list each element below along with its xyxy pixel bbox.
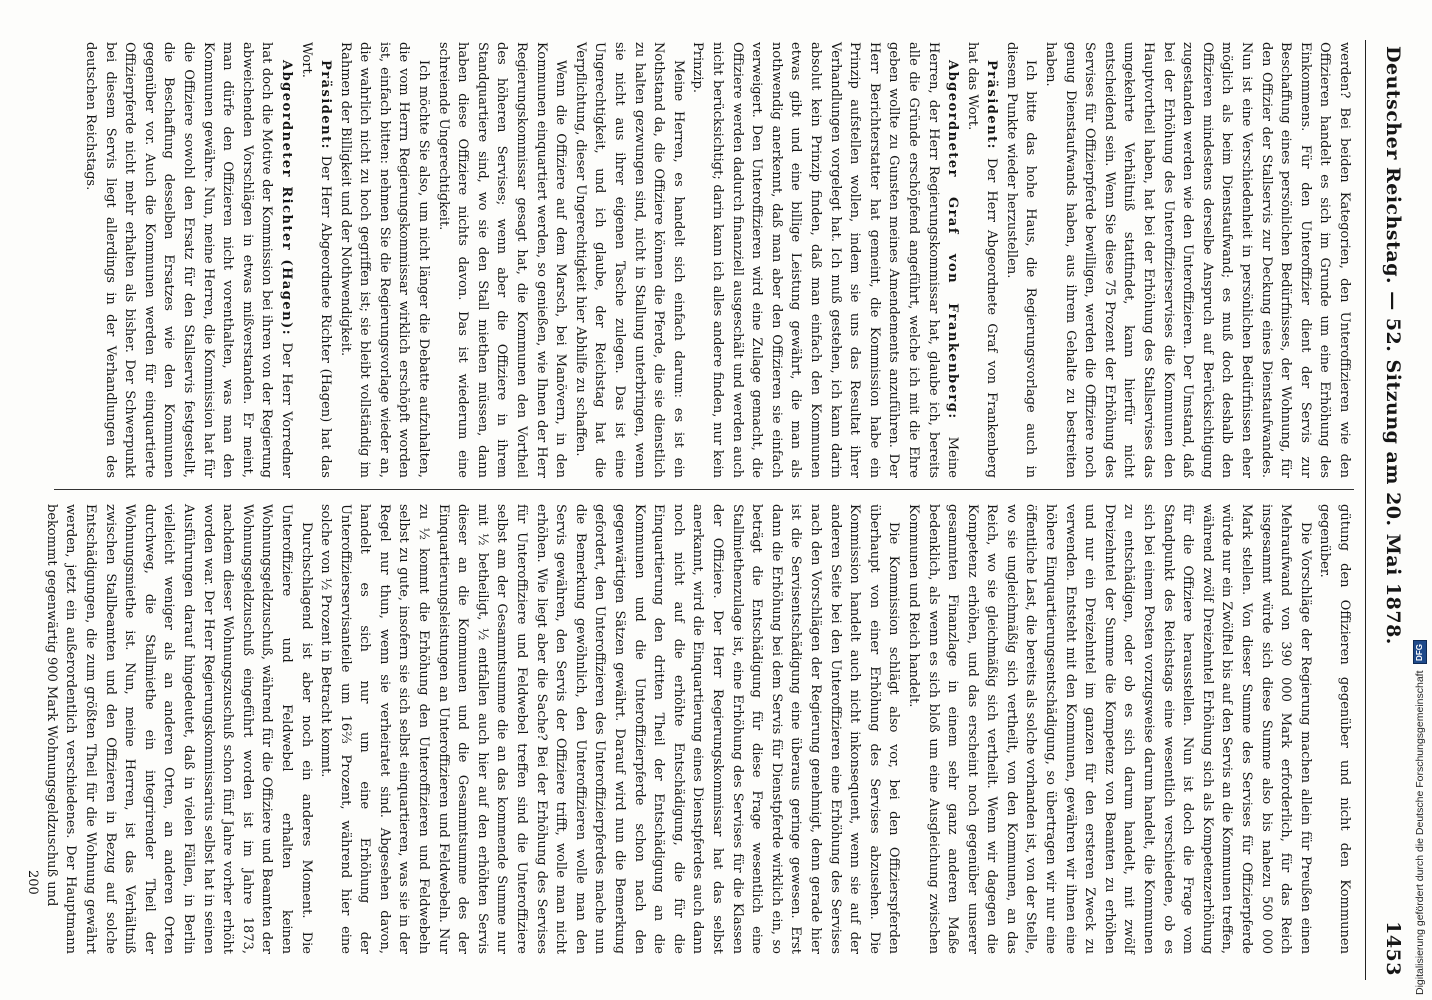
speech-paragraph bbox=[962, 42, 1001, 478]
digitization-credit bbox=[1413, 640, 1427, 995]
speech-paragraph bbox=[688, 42, 962, 478]
paragraph: Wenn die Offiziere auf dem Marsch, bei Manövern, in den Kommunen einquartiert werden, so genießen, wie Ihnen der Herr Regierungskommissar gesagt hat, die Kommunen den Vortheil des höheren Servises; wenn aber die Offiziere in ihrem Standquartiere sind, wo sie den Stall miethen müssen, dann haben diese Offiziere nichts davon. Das ist wiederum eine schreiende Ungerechtigkeit. bbox=[435, 42, 569, 478]
speech-text: Der Herr Abgeordnete Richter (Hagen) hat das Wort. bbox=[298, 42, 334, 478]
dfg-logo-icon: DFG bbox=[1413, 640, 1427, 664]
paragraph: gütung den Offizieren gegenüber und nicht den Kommunen gegenüber. bbox=[1317, 504, 1352, 954]
speech-text: Der Herr Abgeordnete Graf von Frankenberg hat das Wort. bbox=[964, 42, 1000, 478]
running-head-title: Deutscher Reichstag. — 52. Sitzung am 20. Mai 1878. bbox=[1382, 46, 1404, 645]
speaker-name: Abgeordneter Richter (Hagen): bbox=[278, 60, 294, 337]
left-column bbox=[54, 42, 1354, 478]
running-head bbox=[1370, 46, 1404, 976]
paragraph: Ich möchte Sie also, um nicht länger die Debatte aufzuhalten, die vom Herrn Regierungskommissar wirklich erschöpft worden ist, einfach bitten: nehmen Sie die Regierungsvorlage wieder an, die wahrlich nicht zu hoch gegriffen ist; sie bleibt vollständig im Rahmen der Billigkeit und der Nothwendigkeit. bbox=[337, 42, 432, 478]
column-divider bbox=[54, 489, 1354, 490]
speech-paragraph bbox=[80, 42, 296, 478]
speech-text: Der Herr Vorredner hat doch die Motive der Kommission bei ihren von der Regierung abweichenden Vorschlägen in etwas mißverstanden. Er meint, man dürfe den Offizieren nicht vorenthalten, was man den Kommunen gewähre. Nun, meine Herren, die Kommission hat für die Offiziere sowohl den Ersatz für den Stallservis festgestellt, die Beschaffung desselben Ersatzes wie den Kommunen gegenüber vor. Auch die Kommunen werden für einquartierte Offizierpferde nicht mehr erhalten als bisher. Der Schwerpunkt bei diesem Servis liegt allerdings in der Verhandlungen des deutschen Reichstags. bbox=[83, 42, 294, 478]
header-rule bbox=[1365, 40, 1366, 980]
credit-text: Digitalisierung gefördert durch die Deutsche Forschungsgemeinschaft bbox=[1414, 670, 1426, 995]
right-column bbox=[43, 504, 1354, 954]
paragraph: Die Vorschläge der Regierung machen allein für Preußen einen Mehraufwand von 390 000 Mark erforderlich, für das Reich insgesammt würde sich diese Summe also bis nahezu 500 000 Mark stellen. Von dieser Summe des Servises für Offizierpferde würde nur ein Zwölftel bis auf den Servis an die Kommunen treffen, während zwölf Dreizehntel Erhöhung sich als Kompetenzerhöhung für die Offiziere herausstellen. Nun ist doch die Frage vom Standpunkt des Reichstags eine wesentlich verschiedene, ob es sich bei einem Posten vorzugsweise darum handelt, die Kommunen zu entschädigen, oder ob es sich darum handelt, mit zwölf Dreizehntel der Summe die Kompetenz von Beamten zu erhöhen und nur ein Dreizehntel im ganzen für den ersteren Zweck zu verwenden. Entsteht mit den Kommunen, gewähren wir ihnen eine höhere Einquartierungsentschädigung, so übertragen wir nur eine öffentliche Last, die bereits als solche vorhanden ist, von der Stelle, wo sie ungleichmäßig sich vertheilt, von den Kommunen, an das Reich, wo sie gleichmäßig sich vertheilt. Wenn wir dagegen die Kompetenz erhöhen, und das erscheint noch gegenüber unserer gesammten Finanzlage in einem sehr ganz anderen Maße bedenklich, als wenn es sich bloß um eine Ausgleichung zwischen Kommunen und Reich handelt. bbox=[905, 504, 1313, 954]
speaker-name: Präsident: bbox=[984, 60, 1000, 150]
speaker-name: Präsident: bbox=[318, 60, 334, 150]
paragraph: werden? Bei beiden Kategorien, den Unteroffizieren wie den Offizieren handelt es sich im Grunde um eine Erhöhung des Einkommens. Für den Unteroffizier dient der Servis zur Beschaffung eines persönlichen Bedürfnisses, der Wohnung, für den Offizier der Stallservis zur Deckung eines Dienstaufwandes. Nun ist eine Verschiedenheit in persönlichen Bedürfnissen eher möglich als beim Dienstaufwand; es muß doch deshalb den Offizieren mindestens derselbe Anspruch auf Berücksichtigung zugestanden werden wie den Unteroffizieren. Der Umstand, daß bei der Erhöhung des Unteroffizierservises die Kommunen den Hauptvortheil haben, hat bei der Erhöhung des Stallservises das umgekehrte Verhältniß stattfindet, kann hierfür nicht entscheidend sein. Wenn Sie diese 75 Prozent der Erhöhung des Servises für Offizierpferde bewilligen, werden die Offiziere noch genug Dienstaufwands haben, aus ihrem Gehalte zu bestreiten haben. bbox=[1043, 42, 1352, 478]
paragraph: Durchschlagend ist aber noch ein anderes Moment. Die Unteroffiziere und Feldwebel erhalten keinen Wohnungsgeldzuschuß, während für die Offiziere und Beamten der Wohnungsgeldzuschuß eingeführt worden ist im Jahre 1873, nachdem dieser Wohnungszuschuß schon fünf Jahre vorher erhöht worden war. Der Herr Regierungskommissarius selbst hat in seinen Ausführungen darauf hingedeutet, daß in vielen Fällen, in Berlin vielleicht weniger als an anderen Orten, an anderen Orten durchweg, die Stallmiethe ein integrirender Theil der Wohnungsmiethe ist. Nun, meine Herren, ist das Verhältniß zwischen Stallbeamten und den Offizieren in Bezug auf solche Entschädigungen, die zum größten Theil für die Wohnung gewährt werden, jetzt ein außerordentlich verschiedenes. Der Hauptmann bekommt gegenwärtig 900 Mark Wohnungsgeldzuschuß und bbox=[43, 504, 314, 954]
page-number: 1453 bbox=[1382, 921, 1404, 976]
sheet-signature: 200 bbox=[25, 870, 40, 895]
paragraph: Ich bitte das hohe Haus, die Regierungsvorlage auch in diesem Punkte wieder herzustellen. bbox=[1003, 42, 1039, 478]
speaker-name: Abgeordneter Graf von Frankenberg: bbox=[945, 60, 961, 420]
speech-paragraph bbox=[296, 42, 335, 478]
paragraph: Die Kommission schlägt also vor, bei den Offizierspferden überhaupt von einer Erhöhung des Servises abzusehen. Die Kommission handelt auch nicht inkonsequent, wenn sie auf der anderen Seite bei den Unteroffizieren eine Erhöhung des Servises nach den Vorschlägen der Regierung genehmigt, denn gerade hier ist die Servisentschädigung eine überaus geringe gewesen. Erst dann die Erhöhung bei dem Servis für Dienstpferde wirklich ein, so beträgt die Entschädigung für diese Frage wesentlich eine Stallmiethenzulage ist, eine Erhöhung des Servises für die Klassen der Offiziere. Der Herr Regierungskommissar hat das selbst anerkannt, wird die Einquartierung eines Dienstpferdes auch dann noch nicht auf die erhöhte Entschädigung, die für die Einquartierung den dritten Theil der Entschädigung an die Kommunen und die Unteroffizierpferde schon nach den gegenwärtigen Sätzen gewährt. Darauf wird nun die Bemerkung gefordert, den Unteroffizieren des Unteroffizierpferdes mache nun die Bemerkung gewöhnlich, den Unteroffizieren wolle man den Servis gewähren, den Servis der Offiziere trifft, wolle man nicht erhöhen. Wie liegt aber die Sache? Bei der Erhöhung des Servises für Unteroffiziere und Feldwebel treffen sind die Unteroffiziere selbst am der Gesammtsumme die an das kommende Summe nur mit ½ betheiligt, ½ entfallen auch hier auf den erhöhten Servis dieser an die Kommunen und die Gesammtsumme des der Einquartierungsleistungen an Unteroffizieren und Feldwebeln. Nur zu ½ kommt die Erhöhung den Unteroffizieren und Feldwebeln selbst zu gute, insofern sie sich selbst einquartieren, was sie in der Regel nur thun, wenn sie verheiratet sind. Abgesehen davon, handelt es sich nur um eine Erhöhung der Unteroffizierservisanteile um 16⅔ Prozent, während hier eine solche von ½ Prozent in Betracht kommt. bbox=[318, 504, 902, 954]
speech-text: Meine Herren, der Herr Regierungskommissar hat, glaube ich, bereits alle die Gründe erschöpfend angeführt, welche ich mit die Ehre geben wollte zu Gunsten meines Amendements anzuführen. Der Herr Berichterstatter hat gemeint, die Kommission habe ein Prinzip aufstellen wollen, indem sie uns das Resultat ihrer Verhandlungen vorgelegt hat. Ich muß gestehen, ich kann darin absolut kein Prinzip finden, daß man einfach den Kommunen etwas gibt und eine billige Leistung gewährt, die man als nothwendig anerkennt, daß man aber den Offizieren sie einfach verweigert. Den Unteroffizieren wird eine Zulage gemacht, die Offiziere werden dadurch finanziell ausgeschält und werden auch nicht berücksichtigt; darin kann ich alles andere finden, nur kein Prinzip. bbox=[690, 42, 961, 478]
paragraph: Meine Herren, es handelt sich einfach darum: es ist ein Nothstand da, die Offiziere können die Pferde, die sie dienstlich zu halten gezwungen sind, nicht in Stallung unterbringen, wenn sie nicht aus ihrer eigenen Tasche zulegen. Das ist eine Ungerechtigkeit, und ich glaube, der Reichstag hat die Verpflichtung, dieser Ungerechtigkeit hier Abhilfe zu schaffen. bbox=[572, 42, 686, 478]
